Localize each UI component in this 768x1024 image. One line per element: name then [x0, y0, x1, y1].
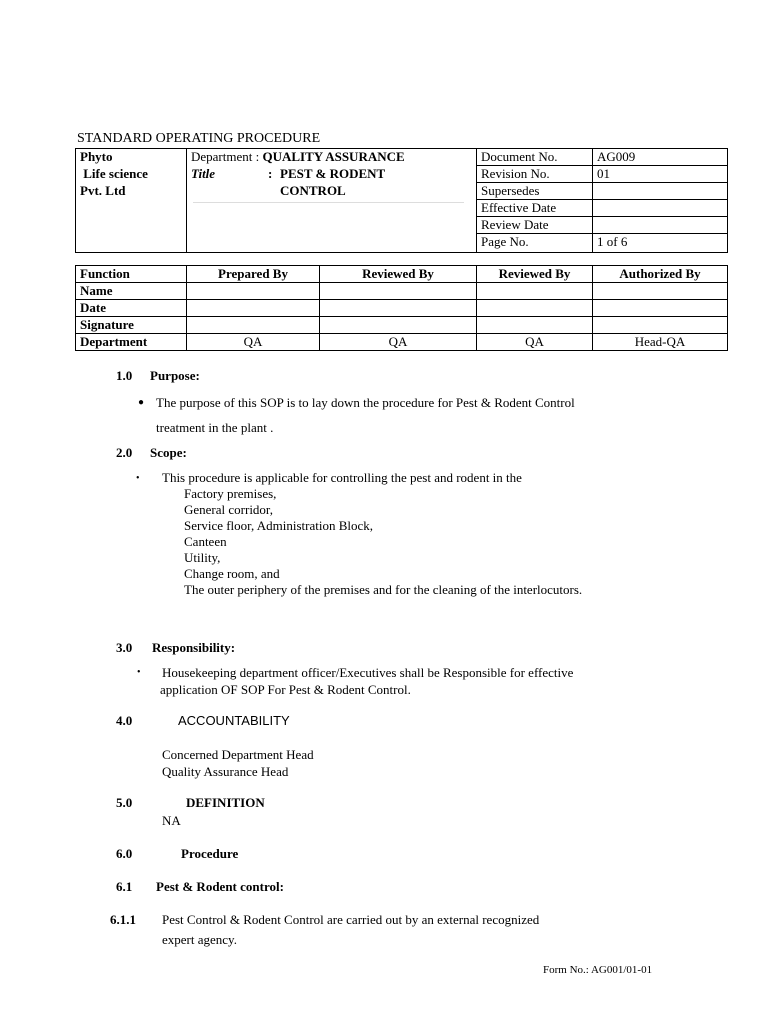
- accountability-item: Quality Assurance Head: [162, 764, 289, 779]
- document-type-heading: STANDARD OPERATING PROCEDURE: [77, 131, 321, 146]
- table-row: [76, 283, 728, 300]
- scope-item: Service floor, Administration Block,: [184, 518, 374, 533]
- scope-item: Factory premises,: [184, 486, 277, 501]
- department-value: QUALITY ASSURANCE: [262, 149, 405, 164]
- meta-value: [593, 217, 728, 234]
- table-row: [76, 300, 728, 317]
- bullet-icon: •: [136, 473, 140, 484]
- title-label: Title: [191, 165, 216, 181]
- meta-value: AG009: [593, 149, 728, 166]
- meta-label: Review Date: [477, 217, 593, 234]
- scope-item: Utility,: [184, 550, 221, 565]
- department-value: QA: [320, 334, 477, 351]
- table-row: [76, 334, 728, 351]
- accountability-item: Concerned Department Head: [162, 747, 314, 762]
- department-value: Head-QA: [593, 334, 728, 351]
- department-cell: Department : QUALITY ASSURANCE: [187, 149, 477, 166]
- table-row: [76, 317, 728, 334]
- section-title: Procedure: [181, 846, 239, 861]
- scope-item: General corridor,: [184, 502, 273, 517]
- column-header: Reviewed By: [477, 266, 593, 283]
- meta-value: 01: [593, 166, 728, 183]
- responsibility-text-cont: application OF SOP For Pest & Rodent Control.: [160, 682, 411, 697]
- bullet-icon: ●: [138, 397, 145, 408]
- title-cell: [187, 183, 477, 200]
- header-table: [75, 148, 728, 253]
- definition-text: NA: [162, 813, 181, 828]
- form-number: Form No.: AG001/01-01: [543, 964, 653, 976]
- column-header: Authorized By: [593, 266, 728, 283]
- scope-item: Change room, and: [184, 566, 280, 581]
- meta-value: 1 of 6: [593, 234, 728, 253]
- department-value: QA: [187, 334, 320, 351]
- section-title: ACCOUNTABILITY: [178, 713, 290, 728]
- meta-label: Effective Date: [477, 200, 593, 217]
- section-title: Scope:: [150, 445, 187, 460]
- section-number: 5.0: [116, 795, 133, 810]
- bullet-icon: •: [137, 667, 141, 678]
- section-title: DEFINITION: [186, 795, 265, 810]
- purpose-text: The purpose of this SOP is to lay down the procedure for Pest & Rodent Control: [156, 395, 575, 410]
- section-number: 6.0: [116, 846, 133, 861]
- purpose-text-cont: treatment in the plant .: [156, 420, 274, 435]
- department-value: QA: [477, 334, 593, 351]
- section-number: 2.0: [116, 445, 133, 460]
- section-number: 6.1: [116, 879, 133, 894]
- meta-value: [593, 200, 728, 217]
- meta-label: Document No.: [477, 149, 593, 166]
- meta-label: Page No.: [477, 234, 593, 253]
- meta-value: [593, 183, 728, 200]
- procedure-text-cont: expert agency.: [162, 932, 237, 947]
- company-name: Pvt. Ltd: [76, 183, 187, 200]
- row-label: Signature: [76, 317, 187, 334]
- meta-label: Revision No.: [477, 166, 593, 183]
- row-label: Date: [76, 300, 187, 317]
- section-title: Responsibility:: [152, 640, 236, 655]
- section-number: 1.0: [116, 368, 133, 383]
- scope-text: This procedure is applicable for controlling the pest and rodent in the: [162, 470, 522, 485]
- column-header: Reviewed By: [320, 266, 477, 283]
- column-header: Prepared By: [187, 266, 320, 283]
- section-title: Pest & Rodent control:: [156, 879, 284, 894]
- company-name: Life science: [76, 166, 187, 183]
- scope-item: Canteen: [184, 534, 227, 549]
- procedure-text: Pest Control & Rodent Control are carried out by an external recognized: [162, 912, 540, 927]
- signoff-table: [75, 265, 728, 351]
- row-label: Name: [76, 283, 187, 300]
- meta-label: Supersedes: [477, 183, 593, 200]
- row-label: Department: [76, 334, 187, 351]
- title-cell: Title : PEST & RODENT: [187, 166, 477, 183]
- title-line2: CONTROL: [280, 182, 346, 198]
- scope-item: The outer periphery of the premises and for the cleaning of the interlocutors.: [184, 582, 583, 597]
- section-title: Purpose:: [150, 368, 200, 383]
- column-header: Function: [76, 266, 187, 283]
- section-number: 4.0: [116, 713, 133, 728]
- title-line1: PEST & RODENT: [280, 165, 386, 181]
- section-number: 6.1.1: [110, 912, 136, 927]
- responsibility-text: Housekeeping department officer/Executives shall be Responsible for effective: [162, 665, 574, 680]
- company-name: Phyto: [76, 149, 187, 166]
- section-number: 3.0: [116, 640, 133, 655]
